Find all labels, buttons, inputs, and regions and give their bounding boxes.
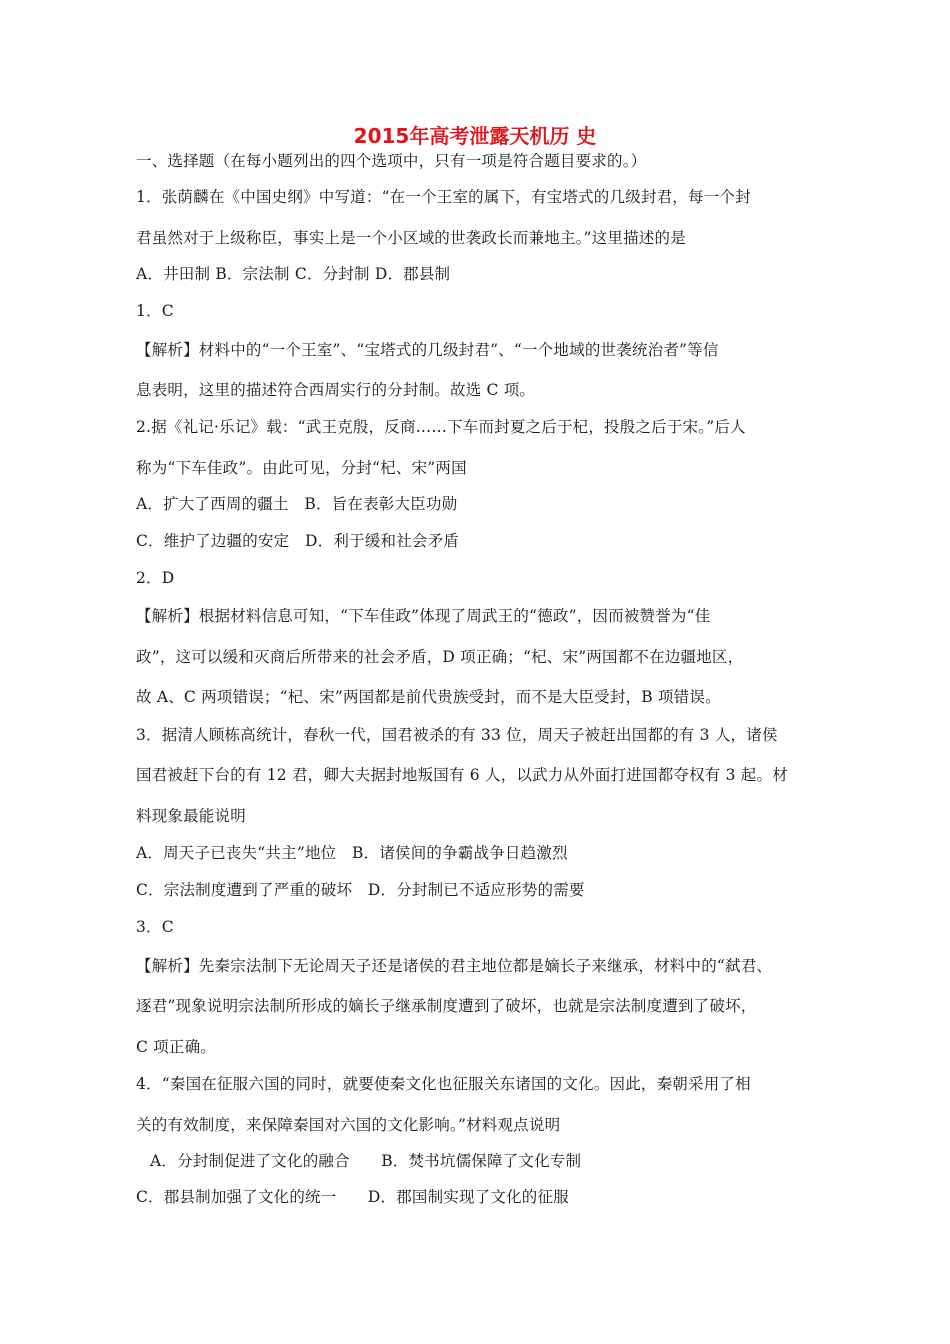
text-line: 【解析】先秦宗法制下无论周天子还是诸侯的君主地位都是嫡长子来继承，材料中的“弑君、 (136, 957, 773, 975)
text-line: 3．据清人顾栋高统计，春秋一代，国君被杀的有 33 位，周天子被赶出国都的有 3 人，诸侯 (136, 726, 778, 744)
text-line: 料现象最能说明 (136, 807, 246, 825)
text-line: 故 A、C 两项错误；“杞、宋”两国都是前代贵族受封，而不是大臣受封，B 项错误。 (136, 688, 721, 706)
text-line: 逐君”现象说明宗法制所形成的嫡长子继承制度遭到了破坏，也就是宗法制度遭到了破坏， (136, 997, 757, 1015)
text-line: C．郡县制加强了文化的统一 D．郡国制实现了文化的征服 (136, 1188, 569, 1206)
document-title: 2015年高考泄露天机历 史 (353, 124, 597, 148)
text-line: C 项正确。 (136, 1038, 216, 1056)
text-line: C．维护了边疆的安定 D．利于缓和社会矛盾 (136, 532, 459, 550)
text-line: 2.据《礼记·乐记》载：“武王克殷，反商……下车而封夏之后于杞，投殷之后于宋。”后人 (136, 418, 746, 436)
text-line: 【解析】根据材料信息可知，“下车佳政”体现了周武王的“德政”，因而被赞誉为“佳 (136, 607, 711, 625)
text-line: 1．张荫麟在《中国史纲》中写道：“在一个王室的属下，有宝塔式的几级封君，每一个封 (136, 188, 751, 206)
text-line: 政”，这可以缓和灭商后所带来的社会矛盾，D 项正确；“杞、宋”两国都不在边疆地区， (136, 648, 744, 666)
text-line: 君虽然对于上级称臣，事实上是一个小区域的世袭政长而兼地主。”这里描述的是 (136, 229, 686, 247)
text-line: 国君被赶下台的有 12 君，卿大夫据封地叛国有 6 人，以武力从外面打进国都夺权有 3 起。材 (136, 766, 788, 784)
text-line: A．扩大了西周的疆土 B．旨在表彰大臣功勋 (136, 495, 458, 513)
text-line: 4．“秦国在征服六国的同时，就要使秦文化也征服关东诸国的文化。因此，秦朝采用了相 (136, 1075, 751, 1093)
text-line: 息表明，这里的描述符合西周实行的分封制。故选 C 项。 (136, 381, 536, 399)
text-line: A．周天子已丧失“共主”地位 B．诸侯间的争霸战争日趋激烈 (136, 844, 568, 862)
text-line: 3．C (136, 918, 174, 936)
text-line: A．分封制促进了文化的融合 B．焚书坑儒保障了文化专制 (150, 1152, 582, 1170)
text-line: A．井田制 B．宗法制 C．分封制 D．郡县制 (136, 265, 451, 283)
text-line: 2．D (136, 569, 175, 587)
text-line: C．宗法制度遭到了严重的破坏 D．分封制已不适应形势的需要 (136, 881, 585, 899)
text-line: 关的有效制度，来保障秦国对六国的文化影响。”材料观点说明 (136, 1116, 561, 1134)
text-line: 称为“下车佳政”。由此可见，分封“杞、宋”两国 (136, 459, 467, 477)
text-line: 1．C (136, 302, 174, 320)
text-line: 【解析】材料中的“一个王室”、“宝塔式的几级封君”、“一个地域的世袭统治者”等信 (136, 341, 719, 359)
section-header: 一、选择题（在每小题列出的四个选项中，只有一项是符合题目要求的。） (136, 152, 647, 170)
